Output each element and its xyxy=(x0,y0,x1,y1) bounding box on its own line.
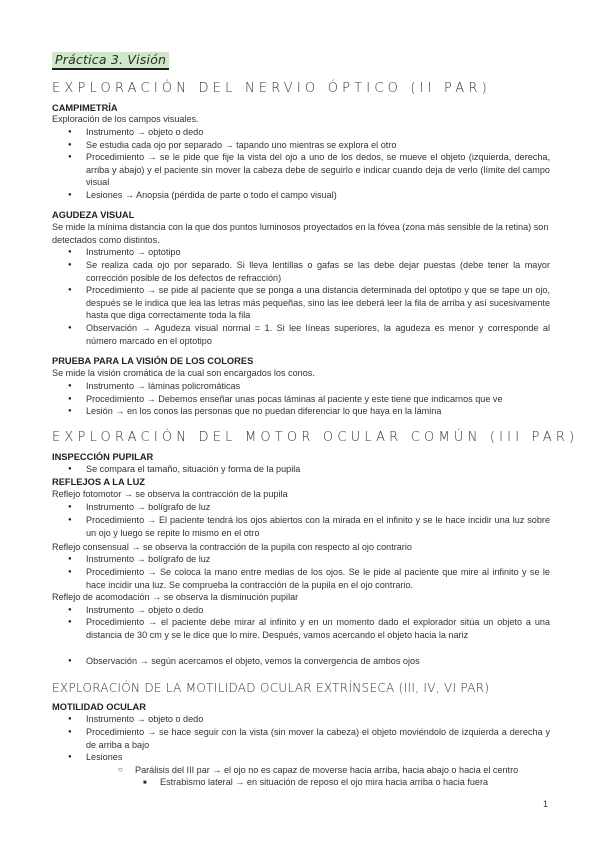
subsection-heading-campimetria: CAMPIMETRÍA xyxy=(52,103,118,113)
list-item: ● Procedimiento → se hace seguir con la vista (sin mover la cabeza) el objeto moviéndolo de izquierda a derecha y de arriba a bajo xyxy=(86,726,550,751)
list-item: ● Procedimiento → Debemos enseñar unas pocas láminas al paciente y este tiene que indicarnos que ve xyxy=(86,393,550,406)
list-item: ● Instrumento → bolígrafo de luz xyxy=(86,553,550,566)
list-item: ● Lesiones → Anopsia (pérdida de parte o todo el campo visual) xyxy=(86,189,550,202)
list-item: ● Se estudia cada ojo por separado → tapando uno mientras se explora el otro xyxy=(86,139,550,152)
page-title: Práctica 3. Visión xyxy=(52,52,169,70)
list-item: ● Observación → según acercamos el objeto, vemos la convergencia de ambos ojos xyxy=(86,655,550,668)
paragraph-acomodacion: Reflejo de acomodación → se observa la disminución pupilar xyxy=(52,592,299,602)
list-item: ● Procedimiento → El paciente tendrá los ojos abiertos con la mirada en el infinito y se le hace incidir una luz sobre un ojo y luego se repite lo mismo en el otro xyxy=(86,514,550,539)
list-item: ● Instrumento → objeto o dedo xyxy=(86,604,550,617)
list-item: ● Instrumento → optotipo xyxy=(86,246,550,259)
list-item: ● Instrumento → objeto o dedo xyxy=(86,713,550,726)
section-heading-nervio-optico: EXPLORACIÓN DEL NERVIO ÓPTICO (II PAR) xyxy=(52,81,491,96)
list-item: ● Procedimiento → el paciente debe mirar al infinito y en un momento dado el explorador sitúa un objeto a una distancia de 30 cm y se le dice que lo mire. Después, vamos acercando el objeto hacia la nariz xyxy=(86,616,550,641)
subsection-heading-colores: PRUEBA PARA LA VISIÓN DE LOS COLORES xyxy=(52,356,254,366)
list-item: ● Lesión → en los conos las personas que no puedan diferenciar lo que haya en la lámina xyxy=(86,405,550,418)
list-item: ● Procedimiento → se le pide que fije la vista del ojo a uno de los dedos, se mueve el objeto (izquierda, derecha, arriba y abajo) y el paciente sin mover la cabeza debe de seguirlo e indicar cuando deja de verlo (límite del campo visual xyxy=(86,151,550,189)
paragraph-consensual: Reflejo consensual → se observa la contracción de la pupila con respecto al ojo contrario xyxy=(52,542,412,552)
list-item: ● Instrumento → bolígrafo de luz xyxy=(86,501,550,514)
subsection-heading-inspeccion: INSPECCIÓN PUPILAR xyxy=(52,452,154,462)
list-item: ■ Estrabismo lateral → en situación de reposo el ojo mira hacia arriba o hacia fuera xyxy=(160,776,550,789)
list-item: ● Se compara el tamaño, situación y forma de la pupila xyxy=(86,463,550,476)
subsection-heading-agudeza-visual: AGUDEZA VISUAL xyxy=(52,210,135,220)
list-item: ● Lesiones xyxy=(86,751,550,764)
paragraph-fotomotor: Reflejo fotomotor → se observa la contracción de la pupila xyxy=(52,489,288,499)
section-heading-motilidad: EXPLORACIÓN DE LA MOTILIDAD OCULAR EXTRÍNSECA (III, IV, VI PAR) xyxy=(52,681,490,695)
section-heading-motor-ocular: EXPLORACIÓN DEL MOTOR OCULAR COMÚN (III PAR) xyxy=(52,430,579,445)
list-item: ● Procedimiento → Se coloca la mano entre medias de los ojos. Se le pide al paciente que mire al infinito y se le hace incidir una luz. Se comprueba la contracción de la pupila en el ojo contrario. xyxy=(86,566,550,591)
list-item: ● Observación → Agudeza visual normal = 1. Si lee líneas superiores, la agudeza es menor y corresponde al número marcado en el optotipo xyxy=(86,322,550,347)
subsection-heading-reflejos: REFLEJOS A LA LUZ xyxy=(52,477,145,487)
page-number: 1 xyxy=(542,799,548,809)
subsection-heading-motilidad-ocular: MOTILIDAD OCULAR xyxy=(52,702,146,712)
list-item: ○ Parálisis del III par → el ojo no es capaz de moverse hacia arriba, hacia abajo o hacia el centro xyxy=(135,764,550,777)
paragraph-colores: Se mide la visión cromática de la cual son encargados los conos. xyxy=(52,368,315,378)
list-item: ● Instrumento → láminas policromáticas xyxy=(86,380,550,393)
paragraph-campimetria: Exploración de los campos visuales. xyxy=(52,114,199,124)
list-item: ● Se realiza cada ojo por separado. Si lleva lentillas o gafas se las debe dejar puestas (debe tener la mayor corrección posible de los defectos de refracción) xyxy=(86,259,550,284)
list-item: ● Instrumento → objeto o dedo xyxy=(86,126,550,139)
list-item: ● Procedimiento → se pide al paciente que se ponga a una distancia determinada del optotipo y que se tape un ojo, después se le indica que lea las letras más pequeñas, sino las lee deberá leer la fila de arriba y así sucesivamente hasta que diga correctamente toda la fila xyxy=(86,284,550,322)
paragraph-agudeza: Se mide la mínima distancia con la que dos puntos luminosos proyectados en la fóvea (zona más sensible de la retina) son detectados como distintos. xyxy=(52,222,549,245)
